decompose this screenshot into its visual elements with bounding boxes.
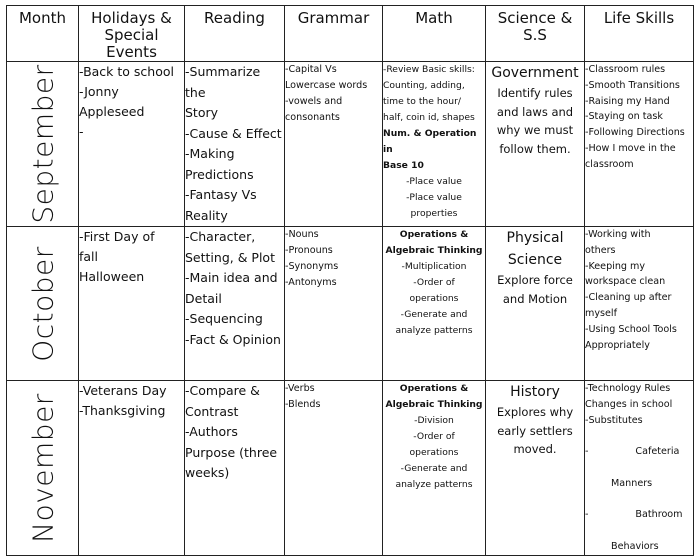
life-skill-item: -Staying on task (585, 111, 663, 123)
header-life-label: Life Skills (603, 9, 675, 27)
grammar-item: -vowels and (285, 96, 343, 107)
reading-item: Contrast (185, 403, 239, 419)
month-cell-october (7, 227, 79, 381)
row-september (7, 62, 694, 227)
life-skills-cell-october (585, 227, 694, 381)
math-item: -Division (414, 415, 454, 426)
header-month (7, 6, 79, 62)
math-item: -Order of (413, 431, 455, 442)
grammar-item: -Synonyms (285, 261, 339, 272)
science-item: Identify rules (497, 86, 573, 100)
science-item: and Motion (502, 291, 568, 306)
science-topic-title: Physical Science (506, 230, 568, 268)
science-item: Explores why (496, 405, 574, 419)
life-skill-item: workspace clean (585, 276, 666, 288)
math-cell-october (383, 227, 486, 381)
reading-item: Setting, & Plot (185, 249, 275, 265)
row-november (7, 381, 694, 556)
science-item: follow them. (499, 141, 571, 156)
life-skill-item: -How I move in the (585, 142, 676, 154)
header-month-label: Month (18, 9, 66, 27)
grammar-item: consonants (285, 112, 340, 123)
holiday-item: -Jonny (79, 84, 119, 99)
life-skills-cell-november (585, 381, 694, 556)
math-item: analyze patterns (395, 479, 473, 490)
life-skill-subitem-cont: Manners (611, 477, 653, 489)
reading-item: -Summarize the (185, 64, 265, 100)
reading-item: Predictions (185, 166, 254, 182)
life-skill-item: myself (585, 307, 617, 319)
header-holidays-line1: Holidays & (91, 9, 172, 27)
reading-item: -Main idea and (185, 270, 278, 285)
math-item: -Generate and (400, 309, 468, 320)
holidays-cell-october (79, 227, 185, 381)
holiday-item: Halloween (79, 269, 145, 284)
grammar-cell-september (285, 62, 383, 227)
reading-cell-november (185, 381, 285, 556)
reading-item: Detail (185, 290, 222, 306)
subitem-dash: - (585, 446, 589, 458)
grammar-item: -Nouns (285, 229, 319, 240)
reading-item: Purpose (three (185, 444, 278, 460)
science-topic-title: History (510, 384, 560, 400)
header-holidays-line2: Special Events (104, 26, 159, 61)
math-item: time to the hour/ (383, 96, 461, 107)
life-skill-subitem-cont: Behaviors (611, 540, 659, 552)
month-label-september: September (26, 64, 59, 224)
subitem-dash: - (585, 509, 589, 521)
header-science (486, 6, 585, 62)
grammar-cell-october (285, 227, 383, 381)
life-skill-item: Changes in school (585, 398, 673, 410)
life-skill-item: -Classroom rules (585, 64, 666, 75)
life-skill-item: -Technology Rules (585, 383, 671, 394)
math-item: analyze patterns (395, 325, 473, 336)
reading-cell-september (185, 62, 285, 227)
holiday-item: - (79, 124, 84, 139)
month-cell-september (7, 62, 79, 227)
grammar-item: -Pronouns (285, 245, 333, 256)
math-item: -Generate and (400, 463, 468, 474)
reading-item: -Fantasy Vs (185, 187, 257, 202)
grammar-item: -Capital Vs (285, 64, 337, 75)
math-strand-heading: Operations & (399, 229, 469, 240)
math-strand-heading: Algebraic Thinking (385, 399, 483, 410)
science-cell-october (486, 227, 585, 381)
holiday-item: -Back to school (79, 64, 174, 79)
math-strand-heading: Base 10 (383, 160, 424, 171)
reading-cell-october (185, 227, 285, 381)
header-reading-label: Reading (204, 9, 265, 27)
reading-item: -Compare & (185, 383, 260, 398)
science-item: Explore force (497, 273, 573, 287)
math-strand-heading: Num. & Operation in (383, 128, 480, 155)
life-skill-item: -Raising my Hand (585, 95, 670, 107)
science-topic-title: Government (491, 65, 579, 81)
reading-item: -Cause & Effect (185, 125, 282, 141)
math-item: operations (409, 447, 459, 458)
life-skill-item: -Substitutes (585, 414, 643, 426)
header-grammar (285, 6, 383, 62)
header-math (383, 6, 486, 62)
header-science-line2: S.S (523, 26, 547, 44)
holiday-item: -First Day of (79, 229, 155, 244)
math-item: Counting, adding, (383, 80, 465, 91)
life-skill-item: Appropriately (585, 339, 650, 351)
math-item: half, coin id, shapes (383, 112, 475, 123)
grammar-item: -Blends (285, 399, 321, 410)
life-skill-item: -Cleaning up after (585, 292, 672, 304)
header-math-label: Math (415, 9, 453, 27)
curriculum-map-table (6, 5, 694, 556)
reading-item: weeks) (185, 465, 230, 480)
science-item: early settlers (497, 423, 573, 438)
header-grammar-label: Grammar (297, 9, 370, 27)
math-cell-september (383, 62, 486, 227)
header-reading (185, 6, 285, 62)
life-skill-item: -Keeping my (585, 260, 646, 272)
grammar-item: -Antonyms (285, 277, 337, 288)
header-row (7, 6, 694, 62)
science-item: why we must (496, 123, 574, 137)
math-item: -Multiplication (401, 261, 467, 272)
reading-item: Reality (185, 207, 228, 223)
life-skill-subitem (585, 492, 693, 539)
month-label-november: November (26, 393, 59, 543)
math-strand-heading: Algebraic Thinking (385, 245, 483, 256)
holiday-item: Appleseed (79, 104, 145, 119)
science-cell-november (486, 381, 585, 556)
subitem-text: Cafeteria (635, 446, 680, 458)
life-skill-item: -Working with (585, 229, 651, 240)
reading-item: -Making (185, 146, 235, 161)
holidays-cell-september (79, 62, 185, 227)
math-item: properties (410, 208, 458, 219)
subitem-text: Bathroom (635, 509, 683, 521)
grammar-item: Lowercase words (285, 80, 368, 91)
reading-item: -Character, (185, 229, 256, 244)
math-cell-november (383, 381, 486, 556)
reading-item: Story (185, 105, 219, 120)
holiday-item: -Veterans Day (79, 383, 167, 398)
grammar-item: -Verbs (285, 383, 315, 394)
life-skill-item: -Using School Tools (585, 323, 677, 335)
holidays-cell-november (79, 381, 185, 556)
life-skill-subitem (585, 428, 693, 475)
reading-item: -Sequencing (185, 311, 263, 326)
math-item: -Place value (406, 176, 462, 187)
math-item: -Order of (413, 277, 455, 288)
life-skills-cell-september (585, 62, 694, 227)
reading-item: -Fact & Opinion (185, 331, 281, 347)
science-item: moved. (513, 442, 557, 456)
life-skill-item: others (585, 244, 616, 256)
life-skill-item: -Following Directions (585, 127, 685, 139)
holiday-item: fall (79, 249, 99, 264)
month-cell-november (7, 381, 79, 556)
header-science-line1: Science & (497, 9, 573, 27)
life-skill-item: classroom (585, 158, 634, 170)
header-life-skills (585, 6, 694, 62)
math-item: -Place value (406, 192, 462, 203)
row-october (7, 227, 694, 381)
holiday-item: -Thanksgiving (79, 403, 166, 418)
science-cell-september (486, 62, 585, 227)
month-label-october: October (26, 245, 59, 362)
reading-item: -Authors (185, 424, 238, 439)
life-skill-item: -Smooth Transitions (585, 79, 680, 91)
header-holidays (79, 6, 185, 62)
science-item: and laws and (496, 104, 574, 119)
grammar-cell-november (285, 381, 383, 556)
math-strand-heading: Operations & (399, 383, 469, 394)
math-item: -Review Basic skills: (383, 64, 475, 75)
math-item: operations (409, 293, 459, 304)
